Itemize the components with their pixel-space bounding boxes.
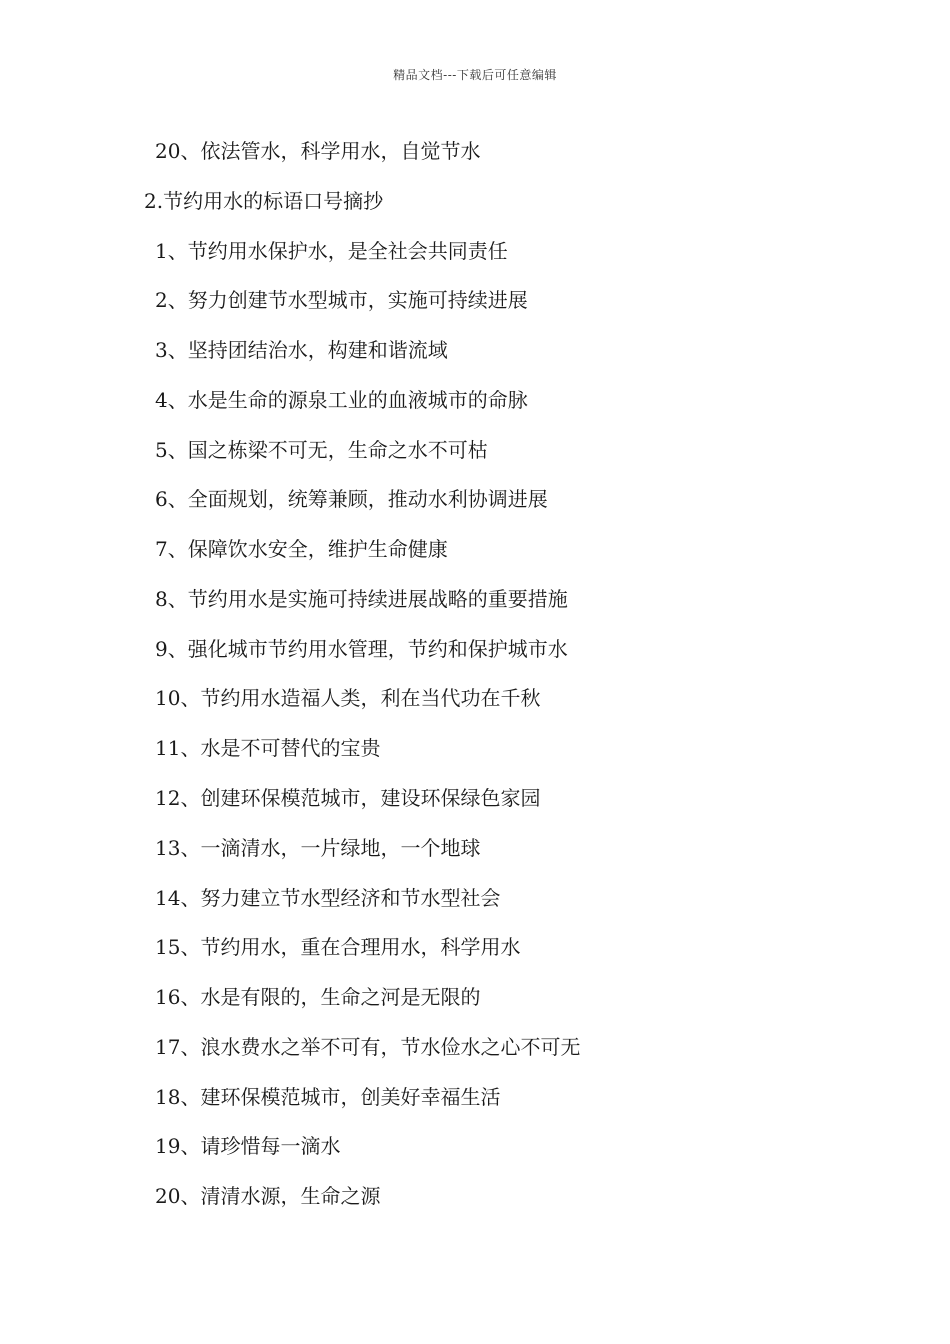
list-item: 2、努力创建节水型城市，实施可持续进展: [155, 288, 528, 312]
section-title: 2.节约用水的标语口号摘抄: [144, 189, 384, 213]
list-item: 4、水是生命的源泉工业的血液城市的命脉: [155, 388, 528, 412]
list-item: 11、水是不可替代的宝贵: [155, 736, 381, 760]
list-item: 3、坚持团结治水，构建和谐流域: [155, 338, 448, 362]
list-item: 20、清清水源，生命之源: [155, 1184, 381, 1208]
list-item: 7、保障饮水安全，维护生命健康: [155, 537, 448, 561]
list-item: 6、全面规划，统筹兼顾，推动水利协调进展: [155, 487, 548, 511]
list-item: 1、节约用水保护水，是全社会共同责任: [155, 239, 508, 263]
list-item: 9、强化城市节约用水管理，节约和保护城市水: [155, 637, 568, 661]
list-item: 15、节约用水，重在合理用水，科学用水: [155, 935, 521, 959]
list-item: 16、水是有限的，生命之河是无限的: [155, 985, 481, 1009]
list-item: 5、国之栋梁不可无，生命之水不可枯: [155, 438, 488, 462]
first-line: 20、依法管水，科学用水，自觉节水: [155, 139, 481, 163]
list-item: 19、请珍惜每一滴水: [155, 1134, 341, 1158]
list-item: 17、浪水费水之举不可有，节水俭水之心不可无: [155, 1035, 581, 1059]
list-item: 14、努力建立节水型经济和节水型社会: [155, 886, 501, 910]
list-item: 12、创建环保模范城市，建设环保绿色家园: [155, 786, 541, 810]
list-item: 10、节约用水造福人类，利在当代功在千秋: [155, 686, 541, 710]
list-item: 8、节约用水是实施可持续进展战略的重要措施: [155, 587, 568, 611]
page-header: 精品文档---下载后可任意编辑: [393, 68, 557, 82]
list-item: 18、建环保模范城市，创美好幸福生活: [155, 1085, 501, 1109]
list-item: 13、一滴清水，一片绿地，一个地球: [155, 836, 481, 860]
